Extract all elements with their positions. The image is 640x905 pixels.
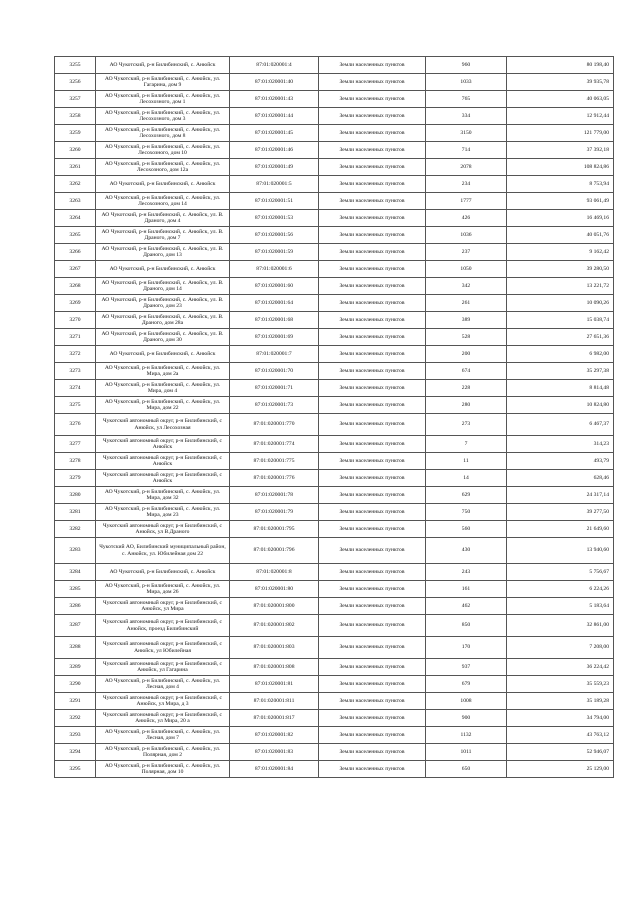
row-number: 3279 (55, 470, 96, 487)
address-cell: АО Чукотский, р-н Билибинский, с. Анюйск, ул. Полярная, дом 10 (96, 761, 230, 778)
table-row (55, 710, 614, 727)
cadastral-value-cell: 10 824,80 (507, 397, 614, 414)
land-category-cell: Земли населенных пунктов (319, 261, 426, 278)
cadastral-value-cell: 36 224,42 (507, 659, 614, 676)
area-cell: 1008 (426, 693, 507, 710)
cadastral-number-cell: 87:01:020001:40 (230, 74, 319, 91)
land-category-cell: Земли населенных пунктов (319, 363, 426, 380)
address-cell: АО Чукотский, р-н Билибинский, с. Анюйск, ул. Лесохозного, дом 3 (96, 108, 230, 125)
row-number: 3263 (55, 193, 96, 210)
cadastral-number-cell: 87:01:020001:774 (230, 436, 319, 453)
cadastral-value-cell: 5 183,64 (507, 598, 614, 615)
address-cell: АО Чукотский, р-н Билибинский, с. Анюйск (96, 564, 230, 581)
row-number: 3277 (55, 436, 96, 453)
cadastral-number-cell: 87:01:020001:56 (230, 227, 319, 244)
area-cell: 280 (426, 397, 507, 414)
land-category-cell: Земли населенных пунктов (319, 159, 426, 176)
cadastral-number-cell: 87:01:020001:775 (230, 453, 319, 470)
cadastral-value-cell: 52 946,07 (507, 744, 614, 761)
area-cell: 228 (426, 380, 507, 397)
land-category-cell: Земли населенных пунктов (319, 227, 426, 244)
table-row (55, 295, 614, 312)
row-number: 3262 (55, 176, 96, 193)
area-cell: 161 (426, 581, 507, 598)
land-category-cell: Земли населенных пунктов (319, 710, 426, 727)
row-number: 3293 (55, 727, 96, 744)
cadastral-number-cell: 87:01:020001:802 (230, 615, 319, 637)
area-cell: 3150 (426, 125, 507, 142)
row-number: 3287 (55, 615, 96, 637)
area-cell: 1036 (426, 227, 507, 244)
land-category-cell: Земли населенных пунктов (319, 312, 426, 329)
table-row (55, 693, 614, 710)
table-row (55, 744, 614, 761)
land-category-cell: Земли населенных пунктов (319, 57, 426, 74)
table-row (55, 615, 614, 637)
cadastral-value-cell: 27 651,36 (507, 329, 614, 346)
area-cell: 2078 (426, 159, 507, 176)
cadastral-number-cell: 87:01:020001:44 (230, 108, 319, 125)
row-number: 3267 (55, 261, 96, 278)
cadastral-number-cell: 87:01:020001:43 (230, 91, 319, 108)
land-category-cell: Земли населенных пунктов (319, 538, 426, 564)
address-cell: Чукотский автономный округ, р-н Билибинский, с Анюйск (96, 453, 230, 470)
row-number: 3265 (55, 227, 96, 244)
row-number: 3274 (55, 380, 96, 397)
table-row (55, 346, 614, 363)
row-number: 3258 (55, 108, 96, 125)
address-cell: АО Чукотский, р-н Билибинский, с. Анюйск, ул. Полярная, дом 2 (96, 744, 230, 761)
row-number: 3272 (55, 346, 96, 363)
row-number: 3291 (55, 693, 96, 710)
cadastral-value-cell: 21 649,60 (507, 521, 614, 538)
address-cell: АО Чукотский, р-н Билибинский, с. Анюйск (96, 346, 230, 363)
area-cell: 11 (426, 453, 507, 470)
cadastral-number-cell: 87:01:020001:71 (230, 380, 319, 397)
address-cell: АО Чукотский, р-н Билибинский, с. Анюйск, ул. Лесохозного, дом 14 (96, 193, 230, 210)
row-number: 3266 (55, 244, 96, 261)
area-cell: 237 (426, 244, 507, 261)
address-cell: АО Чукотский, р-н Билибинский, с. Анюйск, ул. Лесохозного, дом 8 (96, 125, 230, 142)
cadastral-value-cell: 16 469,16 (507, 210, 614, 227)
table-row (55, 487, 614, 504)
row-number: 3273 (55, 363, 96, 380)
address-cell: АО Чукотский, р-н Билибинский, с. Анюйск, ул. Гагарина, дом 9 (96, 74, 230, 91)
address-cell: АО Чукотский, р-н Билибинский, с. Анюйск, ул. В. Драного, дом 23 (96, 295, 230, 312)
address-cell: Чукотский автономный округ, р-н Билибинский, с Анюйск (96, 470, 230, 487)
row-number: 3269 (55, 295, 96, 312)
address-cell: АО Чукотский, р-н Билибинский, с. Анюйск, ул. Лесохозного, дом 10 (96, 142, 230, 159)
address-cell: АО Чукотский, р-н Билибинский, с. Анюйск, ул. В. Драного, дом 13 (96, 244, 230, 261)
cadastral-number-cell: 87:01:020001:79 (230, 504, 319, 521)
table-row (55, 659, 614, 676)
cadastral-number-cell: 87:01:020001:795 (230, 521, 319, 538)
row-number: 3257 (55, 91, 96, 108)
row-number: 3260 (55, 142, 96, 159)
table-row (55, 261, 614, 278)
cadastral-number-cell: 87:01:020001:78 (230, 487, 319, 504)
land-category-cell: Земли населенных пунктов (319, 436, 426, 453)
table-row (55, 380, 614, 397)
cadastral-number-cell: 87:01:020001:800 (230, 598, 319, 615)
address-cell: АО Чукотский, р-н Билибинский, с. Анюйск, ул. Лесная, дом 7 (96, 727, 230, 744)
area-cell: 765 (426, 91, 507, 108)
cadastral-value-cell: 35 559,23 (507, 676, 614, 693)
cadastral-value-cell: 40 051,76 (507, 227, 614, 244)
cadastral-number-cell: 87:01:020001:80 (230, 581, 319, 598)
row-number: 3271 (55, 329, 96, 346)
row-number: 3289 (55, 659, 96, 676)
cadastral-value-cell: 39 277,50 (507, 504, 614, 521)
cadastral-number-cell: 87:01:020001:53 (230, 210, 319, 227)
area-cell: 389 (426, 312, 507, 329)
cadastral-value-cell: 37 392,18 (507, 142, 614, 159)
row-number: 3280 (55, 487, 96, 504)
cadastral-value-cell: 34 794,00 (507, 710, 614, 727)
table-row (55, 227, 614, 244)
cadastral-number-cell: 87:01:020001:83 (230, 744, 319, 761)
land-category-cell: Земли населенных пунктов (319, 693, 426, 710)
land-parcels-table (54, 56, 614, 778)
cadastral-number-cell: 87:01:020001:69 (230, 329, 319, 346)
table-row (55, 74, 614, 91)
address-cell: Чукотский автономный округ, р-н Билибинский, с Анюйск, ул Мира, д 3 (96, 693, 230, 710)
cadastral-value-cell: 121 779,00 (507, 125, 614, 142)
address-cell: АО Чукотский, р-н Билибинский, с. Анюйск, ул. Лесохозного, дом 12а (96, 159, 230, 176)
cadastral-value-cell: 93 061,49 (507, 193, 614, 210)
row-number: 3284 (55, 564, 96, 581)
land-category-cell: Земли населенных пунктов (319, 397, 426, 414)
area-cell: 750 (426, 504, 507, 521)
area-cell: 679 (426, 676, 507, 693)
area-cell: 1011 (426, 744, 507, 761)
cadastral-number-cell: 87:01:020001:8 (230, 564, 319, 581)
address-cell: АО Чукотский, р-н Билибинский, с. Анюйск, ул. Лесная, дом 4 (96, 676, 230, 693)
cadastral-value-cell: 8 814,48 (507, 380, 614, 397)
area-cell: 334 (426, 108, 507, 125)
cadastral-value-cell: 493,79 (507, 453, 614, 470)
land-category-cell: Земли населенных пунктов (319, 74, 426, 91)
table-row (55, 125, 614, 142)
address-cell: АО Чукотский, р-н Билибинский, с. Анюйск, ул. В. Драного, дом 14 (96, 278, 230, 295)
table-row (55, 91, 614, 108)
cadastral-value-cell: 628,46 (507, 470, 614, 487)
row-number: 3283 (55, 538, 96, 564)
address-cell: Чукотский автономный округ, р-н Билибинский, с Анюйск (96, 436, 230, 453)
land-category-cell: Земли населенных пунктов (319, 504, 426, 521)
land-category-cell: Земли населенных пунктов (319, 761, 426, 778)
cadastral-value-cell: 25 129,00 (507, 761, 614, 778)
cadastral-number-cell: 87:01:020001:808 (230, 659, 319, 676)
row-number: 3295 (55, 761, 96, 778)
table-row (55, 57, 614, 74)
land-category-cell: Земли населенных пунктов (319, 346, 426, 363)
area-cell: 261 (426, 295, 507, 312)
area-cell: 900 (426, 710, 507, 727)
address-cell: АО Чукотский, р-н Билибинский, с. Анюйск, ул. Мира, дом 4 (96, 380, 230, 397)
address-cell: Чукотский автономный округ, р-н Билибинский, с Анюйск, ул Гагарина (96, 659, 230, 676)
table-row (55, 581, 614, 598)
area-cell: 714 (426, 142, 507, 159)
address-cell: Чукотский автономный округ, р-н Билибинский, с Анюйск, ул Мира (96, 598, 230, 615)
table-body (55, 57, 614, 778)
area-cell: 426 (426, 210, 507, 227)
row-number: 3285 (55, 581, 96, 598)
land-category-cell: Земли населенных пунктов (319, 414, 426, 436)
address-cell: АО Чукотский, р-н Билибинский, с. Анюйск, ул. Мира, дом 23 (96, 504, 230, 521)
area-cell: 430 (426, 538, 507, 564)
land-category-cell: Земли населенных пунктов (319, 676, 426, 693)
address-cell: АО Чукотский, р-н Билибинский, с. Анюйск, ул. Мира, дом 26 (96, 581, 230, 598)
land-category-cell: Земли населенных пунктов (319, 278, 426, 295)
cadastral-value-cell: 6 467,37 (507, 414, 614, 436)
table-row (55, 329, 614, 346)
row-number: 3288 (55, 637, 96, 659)
address-cell: Чукотский автономный округ, р-н Билибинский, с Анюйск, ул Лесохозная (96, 414, 230, 436)
land-category-cell: Земли населенных пунктов (319, 521, 426, 538)
cadastral-number-cell: 87:01:020001:5 (230, 176, 319, 193)
table-row (55, 414, 614, 436)
cadastral-value-cell: 6 224,26 (507, 581, 614, 598)
address-cell: Чукотский АО, Билибинский муниципальный район, с. Анюйск, ул. Юбилейная дом 22 (96, 538, 230, 564)
cadastral-value-cell: 39 280,50 (507, 261, 614, 278)
table-row (55, 761, 614, 778)
cadastral-number-cell: 87:01:020001:51 (230, 193, 319, 210)
table-row (55, 538, 614, 564)
table-row (55, 244, 614, 261)
table-row (55, 278, 614, 295)
cadastral-number-cell: 87:01:020001:796 (230, 538, 319, 564)
cadastral-value-cell: 35 189,28 (507, 693, 614, 710)
area-cell: 170 (426, 637, 507, 659)
table-row (55, 676, 614, 693)
land-category-cell: Земли населенных пунктов (319, 176, 426, 193)
area-cell: 560 (426, 521, 507, 538)
table-row (55, 397, 614, 414)
row-number: 3281 (55, 504, 96, 521)
row-number: 3294 (55, 744, 96, 761)
address-cell: АО Чукотский, р-н Билибинский, с. Анюйск (96, 261, 230, 278)
cadastral-value-cell: 5 756,67 (507, 564, 614, 581)
area-cell: 342 (426, 278, 507, 295)
table-row (55, 521, 614, 538)
row-number: 3276 (55, 414, 96, 436)
cadastral-number-cell: 87:01:020001:82 (230, 727, 319, 744)
address-cell: Чукотский автономный округ, р-н Билибинский, с Анюйск, проезд Билибинский (96, 615, 230, 637)
cadastral-value-cell: 40 063,05 (507, 91, 614, 108)
cadastral-number-cell: 87:01:020001:60 (230, 278, 319, 295)
area-cell: 674 (426, 363, 507, 380)
table-row (55, 504, 614, 521)
cadastral-number-cell: 87:01:020001:73 (230, 397, 319, 414)
table-row (55, 176, 614, 193)
table-row (55, 142, 614, 159)
land-category-cell: Земли населенных пунктов (319, 380, 426, 397)
land-category-cell: Земли населенных пунктов (319, 193, 426, 210)
table-row (55, 159, 614, 176)
row-number: 3275 (55, 397, 96, 414)
area-cell: 960 (426, 57, 507, 74)
land-category-cell: Земли населенных пунктов (319, 598, 426, 615)
area-cell: 1050 (426, 261, 507, 278)
land-category-cell: Земли населенных пунктов (319, 142, 426, 159)
cadastral-value-cell: 24 317,14 (507, 487, 614, 504)
land-category-cell: Земли населенных пунктов (319, 487, 426, 504)
address-cell: АО Чукотский, р-н Билибинский, с. Анюйск, ул. В. Драного, дом 4 (96, 210, 230, 227)
cadastral-value-cell: 13 940,60 (507, 538, 614, 564)
address-cell: Чукотский автономный округ, р-н Билибинский, с Анюйск, ул В.Драного (96, 521, 230, 538)
cadastral-number-cell: 87:01:020001:46 (230, 142, 319, 159)
land-category-cell: Земли населенных пунктов (319, 470, 426, 487)
land-category-cell: Земли населенных пунктов (319, 659, 426, 676)
table-row (55, 564, 614, 581)
row-number: 3292 (55, 710, 96, 727)
area-cell: 650 (426, 761, 507, 778)
row-number: 3259 (55, 125, 96, 142)
table-row (55, 470, 614, 487)
cadastral-number-cell: 87:01:020001:68 (230, 312, 319, 329)
area-cell: 937 (426, 659, 507, 676)
row-number: 3268 (55, 278, 96, 295)
land-category-cell: Земли населенных пунктов (319, 125, 426, 142)
land-category-cell: Земли населенных пунктов (319, 744, 426, 761)
area-cell: 243 (426, 564, 507, 581)
land-category-cell: Земли населенных пунктов (319, 108, 426, 125)
cadastral-number-cell: 87:01:020001:817 (230, 710, 319, 727)
table-row (55, 436, 614, 453)
cadastral-value-cell: 8 753,94 (507, 176, 614, 193)
cadastral-number-cell: 87:01:020001:45 (230, 125, 319, 142)
address-cell: Чукотский автономный округ, р-н Билибинский, с Анюйск, ул Юбилейная (96, 637, 230, 659)
row-number: 3255 (55, 57, 96, 74)
table-row (55, 727, 614, 744)
area-cell: 850 (426, 615, 507, 637)
cadastral-value-cell: 12 912,44 (507, 108, 614, 125)
table-row (55, 363, 614, 380)
land-category-cell: Земли населенных пунктов (319, 210, 426, 227)
cadastral-value-cell: 39 935,78 (507, 74, 614, 91)
area-cell: 462 (426, 598, 507, 615)
row-number: 3264 (55, 210, 96, 227)
cadastral-number-cell: 87:01:020001:7 (230, 346, 319, 363)
cadastral-number-cell: 87:01:020001:49 (230, 159, 319, 176)
area-cell: 234 (426, 176, 507, 193)
land-category-cell: Земли населенных пунктов (319, 581, 426, 598)
address-cell: АО Чукотский, р-н Билибинский, с. Анюйск (96, 176, 230, 193)
land-category-cell: Земли населенных пунктов (319, 244, 426, 261)
land-category-cell: Земли населенных пунктов (319, 329, 426, 346)
cadastral-number-cell: 87:01:020001:64 (230, 295, 319, 312)
cadastral-number-cell: 87:01:020001:803 (230, 637, 319, 659)
area-cell: 273 (426, 414, 507, 436)
address-cell: АО Чукотский, р-н Билибинский, с. Анюйск, ул. В. Драного, дом 7 (96, 227, 230, 244)
area-cell: 1132 (426, 727, 507, 744)
area-cell: 528 (426, 329, 507, 346)
row-number: 3256 (55, 74, 96, 91)
table-row (55, 637, 614, 659)
area-cell: 1777 (426, 193, 507, 210)
row-number: 3270 (55, 312, 96, 329)
land-category-cell: Земли населенных пунктов (319, 615, 426, 637)
cadastral-value-cell: 6 982,00 (507, 346, 614, 363)
cadastral-number-cell: 87:01:020001:776 (230, 470, 319, 487)
table-row (55, 210, 614, 227)
cadastral-value-cell: 7 208,00 (507, 637, 614, 659)
address-cell: АО Чукотский, р-н Билибинский, с. Анюйск, ул. Мира, дом 22 (96, 397, 230, 414)
cadastral-number-cell: 87:01:020001:811 (230, 693, 319, 710)
table-row (55, 453, 614, 470)
cadastral-value-cell: 13 221,72 (507, 278, 614, 295)
row-number: 3278 (55, 453, 96, 470)
area-cell: 7 (426, 436, 507, 453)
cadastral-number-cell: 87:01:020001:81 (230, 676, 319, 693)
cadastral-value-cell: 9 162,42 (507, 244, 614, 261)
land-category-cell: Земли населенных пунктов (319, 453, 426, 470)
address-cell: АО Чукотский, р-н Билибинский, с. Анюйск, ул. В. Драного, дом 28а (96, 312, 230, 329)
area-cell: 14 (426, 470, 507, 487)
table-row (55, 598, 614, 615)
address-cell: АО Чукотский, р-н Билибинский, с. Анюйск, ул. Мира, дом 32 (96, 487, 230, 504)
table-row (55, 108, 614, 125)
row-number: 3286 (55, 598, 96, 615)
cadastral-value-cell: 80 198,40 (507, 57, 614, 74)
cadastral-value-cell: 43 763,12 (507, 727, 614, 744)
address-cell: АО Чукотский, р-н Билибинский, с. Анюйск, ул. В. Драного, дом 30 (96, 329, 230, 346)
land-category-cell: Земли населенных пунктов (319, 564, 426, 581)
cadastral-number-cell: 87:01:020001:4 (230, 57, 319, 74)
land-category-cell: Земли населенных пунктов (319, 637, 426, 659)
cadastral-value-cell: 15 038,74 (507, 312, 614, 329)
cadastral-number-cell: 87:01:020001:70 (230, 363, 319, 380)
area-cell: 1033 (426, 74, 507, 91)
cadastral-number-cell: 87:01:020001:770 (230, 414, 319, 436)
cadastral-value-cell: 35 297,38 (507, 363, 614, 380)
cadastral-number-cell: 87:01:020001:6 (230, 261, 319, 278)
cadastral-number-cell: 87:01:020001:59 (230, 244, 319, 261)
cadastral-number-cell: 87:01:020001:84 (230, 761, 319, 778)
cadastral-value-cell: 10 090,26 (507, 295, 614, 312)
cadastral-value-cell: 314,23 (507, 436, 614, 453)
row-number: 3290 (55, 676, 96, 693)
address-cell: АО Чукотский, р-н Билибинский, с. Анюйск, ул. Лесохозного, дом 1 (96, 91, 230, 108)
table-row (55, 193, 614, 210)
land-category-cell: Земли населенных пунктов (319, 295, 426, 312)
row-number: 3261 (55, 159, 96, 176)
table-row (55, 312, 614, 329)
area-cell: 629 (426, 487, 507, 504)
address-cell: Чукотский автономный округ, р-н Билибинский, с Анюйск, ул Мира, 20 а (96, 710, 230, 727)
area-cell: 200 (426, 346, 507, 363)
land-category-cell: Земли населенных пунктов (319, 727, 426, 744)
cadastral-value-cell: 108 824,86 (507, 159, 614, 176)
row-number: 3282 (55, 521, 96, 538)
address-cell: АО Чукотский, р-н Билибинский, с. Анюйск, ул. Мира, дом 2а (96, 363, 230, 380)
cadastral-value-cell: 32 861,00 (507, 615, 614, 637)
address-cell: АО Чукотский, р-н Билибинский, с. Анюйск (96, 57, 230, 74)
land-category-cell: Земли населенных пунктов (319, 91, 426, 108)
